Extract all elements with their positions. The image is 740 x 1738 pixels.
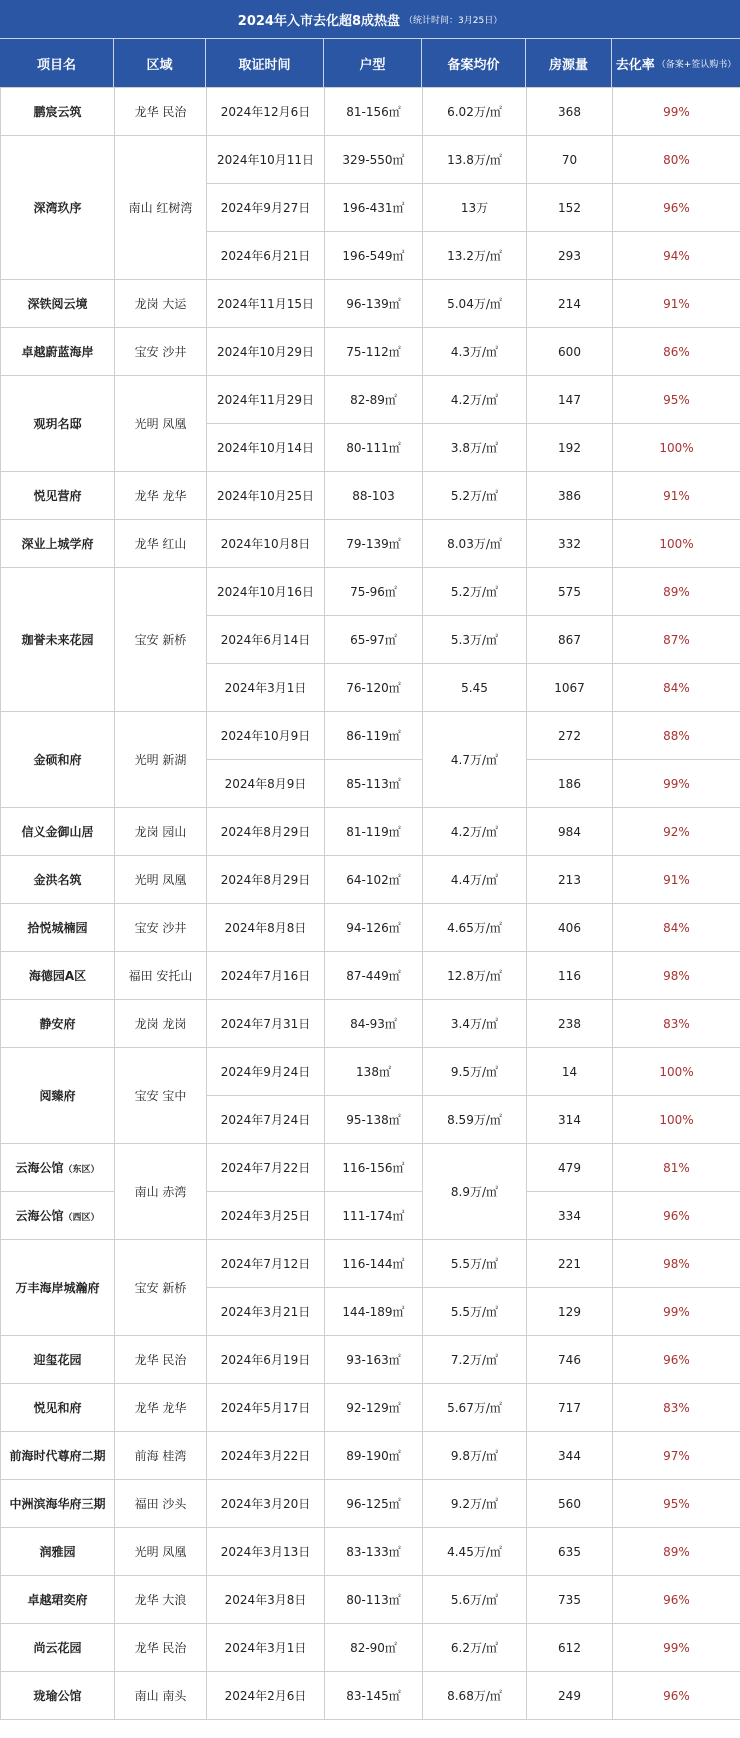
sell-rate: 86% bbox=[613, 328, 740, 376]
table-row bbox=[1, 1336, 740, 1384]
unit-range: 76-120㎡ bbox=[325, 664, 423, 712]
unit-qty: 386 bbox=[527, 472, 613, 520]
table-title-note: （统计时间：3月25日） bbox=[404, 15, 503, 26]
permit-date: 2024年3月8日 bbox=[207, 1576, 325, 1624]
project-name-text: 云海公馆 bbox=[15, 1161, 64, 1175]
unit-range: 79-139㎡ bbox=[325, 520, 423, 568]
table-row bbox=[1, 952, 740, 1000]
unit-range: 92-129㎡ bbox=[325, 1384, 423, 1432]
sell-rate: 84% bbox=[613, 904, 740, 952]
table-row bbox=[1, 1240, 740, 1288]
unit-range: 81-119㎡ bbox=[325, 808, 423, 856]
sell-rate: 80% bbox=[613, 136, 740, 184]
avg-price: 13.2万/㎡ bbox=[423, 232, 527, 280]
permit-date: 2024年3月25日 bbox=[207, 1192, 325, 1240]
table-row bbox=[1, 904, 740, 952]
project-name: 润雅园 bbox=[1, 1528, 115, 1576]
avg-price: 5.2万/㎡ bbox=[423, 472, 527, 520]
avg-price: 7.2万/㎡ bbox=[423, 1336, 527, 1384]
table-row bbox=[1, 328, 740, 376]
unit-qty: 479 bbox=[527, 1144, 613, 1192]
sell-rate: 98% bbox=[613, 952, 740, 1000]
unit-range: 94-126㎡ bbox=[325, 904, 423, 952]
avg-price: 9.8万/㎡ bbox=[423, 1432, 527, 1480]
sell-rate: 99% bbox=[613, 88, 740, 136]
sell-rate: 96% bbox=[613, 184, 740, 232]
unit-qty: 129 bbox=[527, 1288, 613, 1336]
permit-date: 2024年10月9日 bbox=[207, 712, 325, 760]
unit-range: 88-103 bbox=[325, 472, 423, 520]
table-title-text: 2024年入市去化超8成热盘 bbox=[237, 13, 401, 29]
unit-range: 80-113㎡ bbox=[325, 1576, 423, 1624]
table-row bbox=[1, 856, 740, 904]
header-rate-note: （备案+签认购书） bbox=[656, 59, 737, 70]
header-date: 取证时间 bbox=[206, 39, 324, 87]
table-title bbox=[0, 0, 740, 38]
sell-rate: 83% bbox=[613, 1000, 740, 1048]
project-area: 福田 沙头 bbox=[115, 1480, 207, 1528]
project-name: 深湾玖序 bbox=[1, 136, 115, 280]
project-name: 珈誉未来花园 bbox=[1, 568, 115, 712]
table-row bbox=[1, 1672, 740, 1720]
sell-rate: 91% bbox=[613, 280, 740, 328]
unit-qty: 272 bbox=[527, 712, 613, 760]
unit-qty: 1067 bbox=[527, 664, 613, 712]
unit-qty: 14 bbox=[527, 1048, 613, 1096]
permit-date: 2024年9月27日 bbox=[207, 184, 325, 232]
project-area: 南山 赤湾 bbox=[115, 1144, 207, 1240]
project-name: 金硕和府 bbox=[1, 712, 115, 808]
sell-rate: 100% bbox=[613, 1096, 740, 1144]
unit-range: 144-189㎡ bbox=[325, 1288, 423, 1336]
unit-range: 82-90㎡ bbox=[325, 1624, 423, 1672]
unit-qty: 334 bbox=[527, 1192, 613, 1240]
table-row bbox=[1, 1576, 740, 1624]
permit-date: 2024年3月21日 bbox=[207, 1288, 325, 1336]
avg-price: 4.2万/㎡ bbox=[423, 376, 527, 424]
avg-price: 4.2万/㎡ bbox=[423, 808, 527, 856]
project-name: 卓越珺奕府 bbox=[1, 1576, 115, 1624]
avg-price: 9.2万/㎡ bbox=[423, 1480, 527, 1528]
permit-date: 2024年8月8日 bbox=[207, 904, 325, 952]
project-area: 宝安 新桥 bbox=[115, 1240, 207, 1336]
unit-range: 116-144㎡ bbox=[325, 1240, 423, 1288]
project-name: 中洲滨海华府三期 bbox=[1, 1480, 115, 1528]
unit-qty: 560 bbox=[527, 1480, 613, 1528]
permit-date: 2024年7月16日 bbox=[207, 952, 325, 1000]
project-area: 龙岗 园山 bbox=[115, 808, 207, 856]
sell-rate: 95% bbox=[613, 376, 740, 424]
unit-range: 75-96㎡ bbox=[325, 568, 423, 616]
unit-range: 116-156㎡ bbox=[325, 1144, 423, 1192]
header-project: 项目名 bbox=[0, 39, 114, 87]
unit-qty: 735 bbox=[527, 1576, 613, 1624]
project-area: 光明 凤凰 bbox=[115, 856, 207, 904]
unit-qty: 152 bbox=[527, 184, 613, 232]
unit-range: 196-431㎡ bbox=[325, 184, 423, 232]
table-row bbox=[1, 1000, 740, 1048]
sell-rate: 96% bbox=[613, 1576, 740, 1624]
project-name: 拾悦城楠园 bbox=[1, 904, 115, 952]
table-row bbox=[1, 1480, 740, 1528]
project-name: 鹏宸云筑 bbox=[1, 88, 115, 136]
permit-date: 2024年5月17日 bbox=[207, 1384, 325, 1432]
unit-qty: 635 bbox=[527, 1528, 613, 1576]
permit-date: 2024年3月1日 bbox=[207, 1624, 325, 1672]
avg-price: 13.8万/㎡ bbox=[423, 136, 527, 184]
unit-qty: 575 bbox=[527, 568, 613, 616]
unit-range: 82-89㎡ bbox=[325, 376, 423, 424]
unit-qty: 238 bbox=[527, 1000, 613, 1048]
unit-range: 85-113㎡ bbox=[325, 760, 423, 808]
project-area: 南山 南头 bbox=[115, 1672, 207, 1720]
unit-qty: 746 bbox=[527, 1336, 613, 1384]
project-area: 光明 新湖 bbox=[115, 712, 207, 808]
permit-date: 2024年10月29日 bbox=[207, 328, 325, 376]
header-unit: 户型 bbox=[324, 39, 422, 87]
table-row bbox=[1, 1192, 740, 1240]
sell-rate: 89% bbox=[613, 1528, 740, 1576]
unit-range: 81-156㎡ bbox=[325, 88, 423, 136]
unit-range: 196-549㎡ bbox=[325, 232, 423, 280]
unit-qty: 186 bbox=[527, 760, 613, 808]
sell-rate: 92% bbox=[613, 808, 740, 856]
sell-rate: 99% bbox=[613, 1288, 740, 1336]
permit-date: 2024年10月14日 bbox=[207, 424, 325, 472]
sell-rate: 88% bbox=[613, 712, 740, 760]
project-name: 观玥名邸 bbox=[1, 376, 115, 472]
sell-rate: 94% bbox=[613, 232, 740, 280]
header-price: 备案均价 bbox=[422, 39, 526, 87]
permit-date: 2024年3月13日 bbox=[207, 1528, 325, 1576]
permit-date: 2024年7月24日 bbox=[207, 1096, 325, 1144]
avg-price: 3.4万/㎡ bbox=[423, 1000, 527, 1048]
project-area: 龙华 民治 bbox=[115, 1336, 207, 1384]
avg-price: 4.65万/㎡ bbox=[423, 904, 527, 952]
permit-date: 2024年7月22日 bbox=[207, 1144, 325, 1192]
unit-range: 83-133㎡ bbox=[325, 1528, 423, 1576]
avg-price: 4.7万/㎡ bbox=[423, 712, 527, 808]
unit-qty: 717 bbox=[527, 1384, 613, 1432]
table-row bbox=[1, 1432, 740, 1480]
table-row bbox=[1, 472, 740, 520]
unit-range: 96-125㎡ bbox=[325, 1480, 423, 1528]
table-row bbox=[1, 1384, 740, 1432]
project-area: 龙华 民治 bbox=[115, 88, 207, 136]
sell-rate: 100% bbox=[613, 520, 740, 568]
avg-price: 4.4万/㎡ bbox=[423, 856, 527, 904]
avg-price: 3.8万/㎡ bbox=[423, 424, 527, 472]
project-name-text: 云海公馆 bbox=[15, 1209, 64, 1223]
unit-range: 89-190㎡ bbox=[325, 1432, 423, 1480]
project-name: 深业上城学府 bbox=[1, 520, 115, 568]
project-name: 万丰海岸城瀚府 bbox=[1, 1240, 115, 1336]
project-area: 宝安 新桥 bbox=[115, 568, 207, 712]
permit-date: 2024年7月31日 bbox=[207, 1000, 325, 1048]
project-area: 龙华 红山 bbox=[115, 520, 207, 568]
unit-range: 93-163㎡ bbox=[325, 1336, 423, 1384]
project-area: 光明 凤凰 bbox=[115, 1528, 207, 1576]
sell-rate: 99% bbox=[613, 1624, 740, 1672]
avg-price: 9.5万/㎡ bbox=[423, 1048, 527, 1096]
sell-rate: 91% bbox=[613, 472, 740, 520]
avg-price: 6.2万/㎡ bbox=[423, 1624, 527, 1672]
permit-date: 2024年6月19日 bbox=[207, 1336, 325, 1384]
project-area: 光明 凤凰 bbox=[115, 376, 207, 472]
avg-price: 5.45 bbox=[423, 664, 527, 712]
project-area: 龙岗 大运 bbox=[115, 280, 207, 328]
sell-rate: 96% bbox=[613, 1672, 740, 1720]
unit-qty: 332 bbox=[527, 520, 613, 568]
sell-rate: 100% bbox=[613, 1048, 740, 1096]
avg-price: 5.67万/㎡ bbox=[423, 1384, 527, 1432]
sell-rate: 87% bbox=[613, 616, 740, 664]
permit-date: 2024年8月29日 bbox=[207, 856, 325, 904]
sell-rate: 97% bbox=[613, 1432, 740, 1480]
unit-range: 87-449㎡ bbox=[325, 952, 423, 1000]
project-name: 悦见和府 bbox=[1, 1384, 115, 1432]
unit-qty: 344 bbox=[527, 1432, 613, 1480]
unit-qty: 984 bbox=[527, 808, 613, 856]
table-row bbox=[1, 1144, 740, 1192]
sell-rate: 91% bbox=[613, 856, 740, 904]
permit-date: 2024年9月24日 bbox=[207, 1048, 325, 1096]
unit-qty: 116 bbox=[527, 952, 613, 1000]
table-header bbox=[0, 38, 740, 87]
permit-date: 2024年11月29日 bbox=[207, 376, 325, 424]
avg-price: 8.9万/㎡ bbox=[423, 1144, 527, 1240]
project-area: 福田 安托山 bbox=[115, 952, 207, 1000]
avg-price: 8.59万/㎡ bbox=[423, 1096, 527, 1144]
unit-range: 64-102㎡ bbox=[325, 856, 423, 904]
permit-date: 2024年6月21日 bbox=[207, 232, 325, 280]
header-rate-label: 去化率 bbox=[615, 57, 655, 73]
project-area: 龙华 龙华 bbox=[115, 1384, 207, 1432]
table-row bbox=[1, 376, 740, 424]
avg-price: 13万 bbox=[423, 184, 527, 232]
project-name: 阅臻府 bbox=[1, 1048, 115, 1144]
unit-qty: 314 bbox=[527, 1096, 613, 1144]
avg-price: 5.6万/㎡ bbox=[423, 1576, 527, 1624]
project-area: 龙华 大浪 bbox=[115, 1576, 207, 1624]
unit-qty: 249 bbox=[527, 1672, 613, 1720]
unit-range: 95-138㎡ bbox=[325, 1096, 423, 1144]
sell-rate: 99% bbox=[613, 760, 740, 808]
unit-qty: 70 bbox=[527, 136, 613, 184]
sell-rate: 98% bbox=[613, 1240, 740, 1288]
permit-date: 2024年3月22日 bbox=[207, 1432, 325, 1480]
sell-rate: 89% bbox=[613, 568, 740, 616]
sell-rate: 84% bbox=[613, 664, 740, 712]
project-name bbox=[1, 1192, 115, 1240]
unit-qty: 293 bbox=[527, 232, 613, 280]
avg-price: 4.45万/㎡ bbox=[423, 1528, 527, 1576]
unit-qty: 221 bbox=[527, 1240, 613, 1288]
project-area: 龙岗 龙岗 bbox=[115, 1000, 207, 1048]
permit-date: 2024年10月11日 bbox=[207, 136, 325, 184]
project-name: 海德园A区 bbox=[1, 952, 115, 1000]
header-rate bbox=[612, 39, 740, 87]
project-area: 龙华 龙华 bbox=[115, 472, 207, 520]
project-area: 南山 红树湾 bbox=[115, 136, 207, 280]
unit-range: 111-174㎡ bbox=[325, 1192, 423, 1240]
permit-date: 2024年10月16日 bbox=[207, 568, 325, 616]
table-row bbox=[1, 88, 740, 136]
avg-price: 5.5万/㎡ bbox=[423, 1288, 527, 1336]
permit-date: 2024年6月14日 bbox=[207, 616, 325, 664]
unit-qty: 368 bbox=[527, 88, 613, 136]
sell-rate: 83% bbox=[613, 1384, 740, 1432]
project-area: 宝安 沙井 bbox=[115, 328, 207, 376]
project-name: 金洪名筑 bbox=[1, 856, 115, 904]
sell-rate: 96% bbox=[613, 1336, 740, 1384]
unit-range: 138㎡ bbox=[325, 1048, 423, 1096]
project-area: 前海 桂湾 bbox=[115, 1432, 207, 1480]
unit-qty: 406 bbox=[527, 904, 613, 952]
project-name-sub: （东区） bbox=[63, 1165, 100, 1175]
table-row bbox=[1, 136, 740, 184]
project-area: 龙华 民治 bbox=[115, 1624, 207, 1672]
permit-date: 2024年11月15日 bbox=[207, 280, 325, 328]
table-row bbox=[1, 520, 740, 568]
project-area: 宝安 宝中 bbox=[115, 1048, 207, 1144]
table-row bbox=[1, 808, 740, 856]
unit-qty: 214 bbox=[527, 280, 613, 328]
project-name: 迎玺花园 bbox=[1, 1336, 115, 1384]
unit-qty: 867 bbox=[527, 616, 613, 664]
avg-price: 5.3万/㎡ bbox=[423, 616, 527, 664]
unit-qty: 147 bbox=[527, 376, 613, 424]
unit-range: 86-119㎡ bbox=[325, 712, 423, 760]
project-name: 静安府 bbox=[1, 1000, 115, 1048]
permit-date: 2024年8月29日 bbox=[207, 808, 325, 856]
unit-qty: 600 bbox=[527, 328, 613, 376]
table-row bbox=[1, 1528, 740, 1576]
sell-rate: 81% bbox=[613, 1144, 740, 1192]
avg-price: 5.04万/㎡ bbox=[423, 280, 527, 328]
data-table bbox=[0, 87, 740, 1720]
table-row bbox=[1, 712, 740, 760]
unit-range: 80-111㎡ bbox=[325, 424, 423, 472]
avg-price: 6.02万/㎡ bbox=[423, 88, 527, 136]
permit-date: 2024年2月6日 bbox=[207, 1672, 325, 1720]
avg-price: 8.68万/㎡ bbox=[423, 1672, 527, 1720]
project-name: 深铁阅云境 bbox=[1, 280, 115, 328]
unit-range: 84-93㎡ bbox=[325, 1000, 423, 1048]
permit-date: 2024年7月12日 bbox=[207, 1240, 325, 1288]
permit-date: 2024年10月25日 bbox=[207, 472, 325, 520]
table-row bbox=[1, 568, 740, 616]
permit-date: 2024年3月1日 bbox=[207, 664, 325, 712]
unit-range: 96-139㎡ bbox=[325, 280, 423, 328]
unit-range: 83-145㎡ bbox=[325, 1672, 423, 1720]
permit-date: 2024年8月9日 bbox=[207, 760, 325, 808]
permit-date: 2024年10月8日 bbox=[207, 520, 325, 568]
project-name-sub: （西区） bbox=[63, 1213, 100, 1223]
unit-range: 75-112㎡ bbox=[325, 328, 423, 376]
unit-qty: 213 bbox=[527, 856, 613, 904]
unit-qty: 612 bbox=[527, 1624, 613, 1672]
header-qty: 房源量 bbox=[526, 39, 612, 87]
project-name: 珑瑜公馆 bbox=[1, 1672, 115, 1720]
avg-price: 5.2万/㎡ bbox=[423, 568, 527, 616]
project-name: 前海时代尊府二期 bbox=[1, 1432, 115, 1480]
sell-rate: 96% bbox=[613, 1192, 740, 1240]
table-row bbox=[1, 1624, 740, 1672]
project-name bbox=[1, 1144, 115, 1192]
sell-rate: 100% bbox=[613, 424, 740, 472]
header-area: 区域 bbox=[114, 39, 206, 87]
project-name: 卓越蔚蓝海岸 bbox=[1, 328, 115, 376]
unit-range: 65-97㎡ bbox=[325, 616, 423, 664]
table-row bbox=[1, 280, 740, 328]
unit-range: 329-550㎡ bbox=[325, 136, 423, 184]
project-name: 信义金御山居 bbox=[1, 808, 115, 856]
avg-price: 12.8万/㎡ bbox=[423, 952, 527, 1000]
project-name: 尚云花园 bbox=[1, 1624, 115, 1672]
permit-date: 2024年12月6日 bbox=[207, 88, 325, 136]
table-row bbox=[1, 1048, 740, 1096]
project-area: 宝安 沙井 bbox=[115, 904, 207, 952]
unit-qty: 192 bbox=[527, 424, 613, 472]
avg-price: 4.3万/㎡ bbox=[423, 328, 527, 376]
project-name: 悦见营府 bbox=[1, 472, 115, 520]
sell-rate: 95% bbox=[613, 1480, 740, 1528]
avg-price: 8.03万/㎡ bbox=[423, 520, 527, 568]
permit-date: 2024年3月20日 bbox=[207, 1480, 325, 1528]
avg-price: 5.5万/㎡ bbox=[423, 1240, 527, 1288]
